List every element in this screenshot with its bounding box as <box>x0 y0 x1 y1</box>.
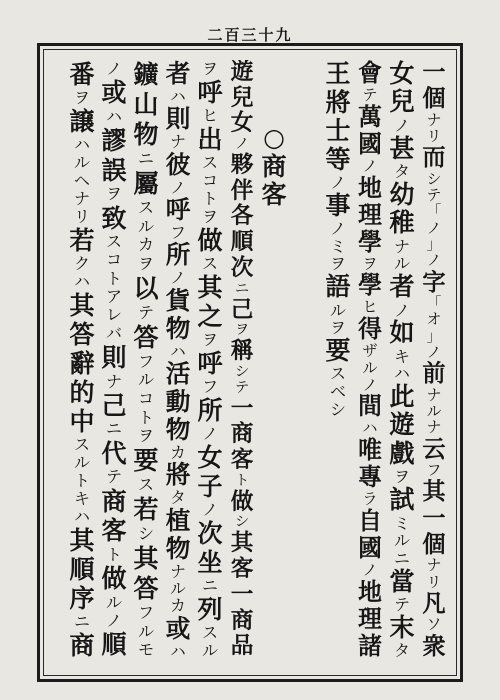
column-glyph: ス <box>201 622 218 642</box>
text-column <box>386 60 418 660</box>
column-glyph: ノ <box>394 300 410 320</box>
column-glyph: 理 <box>358 200 382 229</box>
column-glyph: シ <box>137 523 154 543</box>
column-glyph: 鑛 <box>133 60 159 89</box>
column-glyph: 己 <box>101 390 127 420</box>
column-glyph: ハ <box>394 364 410 384</box>
column-glyph: 次 <box>230 254 254 281</box>
column-glyph: ナ <box>105 371 122 391</box>
column-glyph: 屬 <box>133 169 159 198</box>
column-glyph: ル <box>73 452 90 472</box>
column-glyph: 客 <box>261 180 287 209</box>
column-glyph: 列 <box>197 594 223 624</box>
column-glyph: ニ <box>73 611 90 631</box>
column-glyph: 稱 <box>230 338 254 365</box>
column-glyph: リ <box>426 573 442 591</box>
column-glyph: ミ <box>330 236 346 256</box>
column-glyph: ベ <box>330 382 346 402</box>
column-glyph: ル <box>394 531 410 551</box>
column-glyph: 所 <box>197 395 223 425</box>
column-glyph: 萬 <box>358 102 382 131</box>
column-glyph: フ <box>201 376 218 396</box>
column-glyph: 其 <box>197 272 223 302</box>
column-glyph: ヘ <box>73 170 90 190</box>
column-glyph: テ <box>105 467 122 487</box>
column-glyph: ナ <box>394 236 410 256</box>
column-glyph: ノ <box>426 219 442 237</box>
column-glyph: 語 <box>325 272 351 302</box>
column-glyph: 或 <box>101 78 127 108</box>
column-glyph: ル <box>73 152 90 172</box>
column-glyph: 序 <box>69 583 95 613</box>
section-heading <box>258 60 290 660</box>
column-glyph: 當 <box>389 566 415 596</box>
column-glyph: 王 <box>325 60 351 88</box>
text-column <box>226 60 258 660</box>
column-glyph: 遊 <box>389 410 415 440</box>
column-glyph: 商 <box>69 630 95 660</box>
column-glyph: 坐 <box>197 547 223 577</box>
column-glyph: ハ <box>170 86 186 106</box>
column-glyph: ミ <box>394 513 410 533</box>
column-glyph: 一 <box>422 504 446 532</box>
column-glyph: 唯 <box>358 436 382 465</box>
column-glyph: フ <box>170 222 186 242</box>
column-glyph: 學 <box>358 271 382 300</box>
column-glyph: 物 <box>165 313 191 343</box>
column-glyph: 會 <box>358 60 382 87</box>
column-glyph: 致 <box>101 203 127 233</box>
column-glyph: カ <box>137 235 154 255</box>
column-glyph: シ <box>330 399 346 419</box>
column-glyph: 要 <box>325 335 351 365</box>
column-glyph: 謬 <box>101 126 127 156</box>
text-column <box>162 60 194 660</box>
column-glyph: 者 <box>389 272 415 302</box>
column-glyph: 商 <box>101 486 127 516</box>
column-glyph: 得 <box>358 315 382 344</box>
column-glyph: 其 <box>422 478 446 506</box>
column-glyph: ヲ <box>394 467 410 487</box>
column-glyph: 如 <box>389 318 415 348</box>
column-glyph: 若 <box>69 225 95 255</box>
column-glyph: 末 <box>389 612 415 642</box>
column-glyph: ラ <box>362 490 378 509</box>
column-glyph: ノ <box>234 136 250 153</box>
column-glyph: 女 <box>230 110 254 137</box>
column-glyph: タ <box>170 488 186 508</box>
column-glyph: コ <box>137 389 154 409</box>
column-glyph: ア <box>105 287 122 307</box>
column-glyph: ハ <box>170 341 186 361</box>
column-glyph: 而 <box>422 144 446 172</box>
column-glyph: 之 <box>197 301 223 331</box>
column-glyph: 答 <box>133 322 159 352</box>
column-glyph: 答 <box>69 319 95 349</box>
column-glyph: 其 <box>133 543 159 573</box>
column-glyph: ノ <box>426 252 442 270</box>
column-glyph: ハ <box>73 506 90 526</box>
column-glyph: キ <box>394 346 410 366</box>
column-glyph: 間 <box>358 392 382 421</box>
column-glyph: テ <box>234 379 250 396</box>
column-glyph: ヲ <box>201 60 218 78</box>
column-glyph: 做 <box>197 225 223 255</box>
column-glyph: 番 <box>69 60 95 89</box>
column-glyph: 要 <box>133 446 159 476</box>
column-glyph: ニ <box>234 280 250 297</box>
column-glyph: ナ <box>170 561 186 581</box>
text-column <box>418 60 450 660</box>
column-glyph: 其 <box>69 525 95 555</box>
column-glyph: ス <box>137 475 154 495</box>
column-glyph: 呼 <box>165 194 191 224</box>
column-glyph: 伴 <box>230 177 254 204</box>
column-glyph: ニ <box>394 548 410 568</box>
column-glyph: フ <box>426 461 442 479</box>
column-glyph: ル <box>170 578 186 598</box>
column-glyph: 女 <box>197 442 223 472</box>
column-glyph: ノ <box>201 499 218 519</box>
column-glyph: 辭 <box>69 348 95 378</box>
column-glyph: ノ <box>105 60 122 78</box>
column-glyph: モ <box>137 640 154 660</box>
column-glyph: 「 <box>426 294 442 312</box>
column-glyph: ノ <box>201 423 218 443</box>
column-glyph: 動 <box>165 386 191 416</box>
column-glyph: 物 <box>165 533 191 563</box>
column-glyph: ヲ <box>137 426 154 446</box>
column-glyph: 地 <box>358 577 382 606</box>
column-glyph: ノ <box>362 375 378 394</box>
column-glyph: 云 <box>422 435 446 463</box>
column-glyph: ヒ <box>362 298 378 317</box>
column-glyph: ル <box>362 358 378 377</box>
text-column <box>98 60 130 660</box>
column-glyph: 其 <box>230 530 254 557</box>
column-glyph: 順 <box>101 630 127 660</box>
column-glyph: 順 <box>69 554 95 584</box>
column-glyph: ル <box>201 640 218 660</box>
column-glyph: 所 <box>165 240 191 270</box>
column-glyph: 商 <box>261 151 287 181</box>
column-glyph: カ <box>170 442 186 462</box>
column-glyph: 個 <box>422 530 446 558</box>
column-glyph: フ <box>137 351 154 371</box>
column-glyph: 出 <box>197 124 223 154</box>
column-glyph: ヲ <box>362 254 378 273</box>
column-glyph: 商 <box>230 421 254 448</box>
column-glyph: ニ <box>137 149 154 169</box>
column-glyph: 山 <box>133 90 159 120</box>
column-glyph: ク <box>73 253 90 273</box>
column-glyph: 自 <box>358 506 382 535</box>
column-glyph: ル <box>330 300 346 320</box>
page-number <box>0 24 500 45</box>
column-glyph: ト <box>201 188 218 208</box>
column-glyph: 個 <box>422 85 446 113</box>
column-glyph: ル <box>137 370 154 390</box>
column-glyph: 做 <box>101 563 127 593</box>
column-glyph: 女 <box>389 60 415 88</box>
text-column <box>130 60 162 660</box>
column-glyph: 商 <box>230 607 254 634</box>
column-glyph: 品 <box>230 633 254 660</box>
column-glyph: 順 <box>230 229 254 256</box>
column-glyph: 一 <box>422 60 446 86</box>
page-number-text: 二百三十九 <box>207 26 293 44</box>
column-glyph: 己 <box>230 296 254 323</box>
column-glyph: ハ <box>73 271 90 291</box>
column-glyph: ト <box>105 544 122 564</box>
column-glyph: コ <box>105 250 122 270</box>
column-glyph: 客 <box>230 447 254 474</box>
column-glyph: 此 <box>389 381 415 411</box>
column-glyph: テ <box>137 302 154 322</box>
column-glyph: 幼 <box>389 179 415 209</box>
column-glyph: 諸 <box>358 631 382 660</box>
column-glyph: 植 <box>165 505 191 535</box>
column-glyph: 國 <box>358 533 382 562</box>
column-glyph: ニ <box>201 575 218 595</box>
column-glyph: ナ <box>426 419 442 437</box>
column-glyph: 者 <box>165 60 191 88</box>
column-glyph: レ <box>105 305 122 325</box>
column-glyph: 兒 <box>230 84 254 111</box>
text-column <box>194 60 226 660</box>
column-glyph: 子 <box>197 471 223 501</box>
column-glyph: 各 <box>230 203 254 230</box>
column-glyph: ル <box>394 254 410 274</box>
column-glyph: 兒 <box>389 87 415 117</box>
column-glyph: ナ <box>170 132 186 152</box>
column-glyph: ハ <box>170 641 186 660</box>
text-column <box>354 60 386 660</box>
text-column <box>66 60 98 660</box>
column-glyph: ナ <box>426 557 442 575</box>
column-glyph: 戲 <box>389 438 415 468</box>
column-glyph: ヲ <box>73 88 90 107</box>
column-glyph: 彼 <box>165 149 191 179</box>
column-glyph: 客 <box>101 516 127 546</box>
column-glyph: 代 <box>101 438 127 468</box>
column-glyph: 客 <box>230 556 254 583</box>
column-glyph: 次 <box>197 518 223 548</box>
column-glyph: 其 <box>69 290 95 320</box>
text-column <box>322 60 354 660</box>
column-glyph: キ <box>73 488 90 508</box>
column-glyph: 則 <box>165 104 191 134</box>
column-glyph: シ <box>234 514 250 531</box>
column-glyph: テ <box>394 595 410 615</box>
column-glyph: フ <box>137 602 154 622</box>
column-glyph: ト <box>73 470 90 490</box>
column-glyph: 前 <box>422 360 446 388</box>
column-glyph: ス <box>137 198 154 218</box>
column-glyph: 誤 <box>101 155 127 185</box>
column-glyph: タ <box>394 162 410 182</box>
column-glyph: 試 <box>389 485 415 515</box>
column-glyph: ナ <box>426 386 442 404</box>
column-glyph: ヲ <box>105 184 122 204</box>
column-glyph: 士 <box>325 116 351 145</box>
column-glyph: ニ <box>105 419 122 439</box>
column-glyph: ト <box>105 268 122 288</box>
column-glyph: ノ <box>362 560 378 579</box>
column-glyph: 遊 <box>230 60 254 85</box>
column-glyph: ノ <box>170 268 186 288</box>
column-glyph: カ <box>170 596 186 616</box>
column-glyph: 將 <box>165 460 191 490</box>
column-glyph: ノ <box>330 173 346 192</box>
column-glyph: 做 <box>230 488 254 515</box>
column-glyph: 呼 <box>197 77 223 107</box>
column-glyph: 物 <box>133 120 159 150</box>
column-glyph: 一 <box>230 581 254 608</box>
column-glyph: ト <box>234 472 250 489</box>
column-glyph: テ <box>426 186 442 204</box>
column-glyph: リ <box>73 206 90 226</box>
column-glyph: コ <box>201 170 218 190</box>
column-glyph: ル <box>426 402 442 420</box>
column-glyph: ス <box>105 232 122 252</box>
column-glyph: 專 <box>358 463 382 492</box>
column-glyph: 呼 <box>197 348 223 378</box>
column-glyph: 「 <box>426 203 442 221</box>
vertical-text-block <box>66 60 450 660</box>
column-glyph: 物 <box>165 414 191 444</box>
column-glyph: 貨 <box>165 285 191 315</box>
column-glyph: ソ <box>426 616 442 634</box>
column-glyph: ヒ <box>201 105 218 125</box>
column-glyph: 將 <box>325 87 351 117</box>
column-glyph: 等 <box>325 144 351 174</box>
column-glyph: ハ <box>105 106 122 126</box>
column-glyph: 」 <box>426 327 442 345</box>
column-glyph: 一 <box>230 395 254 422</box>
column-glyph: 字 <box>422 268 446 296</box>
column-glyph: ル <box>105 592 122 612</box>
column-glyph: 或 <box>165 613 191 643</box>
column-glyph: ノ <box>362 156 378 175</box>
column-glyph: ノ <box>426 343 442 361</box>
column-glyph: シ <box>426 170 442 188</box>
column-glyph: ハ <box>362 419 378 438</box>
column-glyph: ノ <box>330 219 346 239</box>
column-glyph: ヲ <box>234 322 250 339</box>
column-glyph: ヲ <box>201 206 218 226</box>
column-glyph: ス <box>201 253 218 273</box>
column-glyph: 以 <box>133 273 159 303</box>
column-glyph: 中 <box>69 406 95 436</box>
column-glyph: オ <box>426 311 442 329</box>
column-glyph: ス <box>330 364 346 384</box>
column-glyph: 地 <box>358 173 382 202</box>
column-glyph: ス <box>201 152 218 172</box>
column-glyph: ル <box>137 621 154 641</box>
column-glyph: 譲 <box>69 106 95 136</box>
column-glyph: ル <box>137 216 154 236</box>
column-glyph: ナ <box>426 111 442 129</box>
column-glyph: 理 <box>358 604 382 633</box>
column-glyph: シ <box>234 363 250 380</box>
column-glyph: 國 <box>358 129 382 158</box>
column-glyph: リ <box>426 127 442 145</box>
column-glyph: 若 <box>133 494 159 524</box>
column-glyph: ス <box>73 434 90 454</box>
column-glyph: ノ <box>105 610 122 630</box>
column-glyph: ナ <box>73 188 90 208</box>
column-glyph: ハ <box>73 134 90 154</box>
column-glyph: 凡 <box>422 589 446 617</box>
column-glyph: 學 <box>358 227 382 256</box>
column-glyph: 甚 <box>389 133 415 163</box>
column-glyph: ノ <box>170 177 186 197</box>
column-glyph: 答 <box>133 573 159 603</box>
column-glyph: ○ <box>263 123 285 152</box>
column-glyph: ト <box>137 407 154 427</box>
column-glyph: 事 <box>325 190 351 220</box>
column-glyph: 衆 <box>422 632 446 660</box>
column-glyph: 活 <box>165 358 191 388</box>
column-glyph: バ <box>105 323 122 343</box>
column-glyph: ザ <box>362 342 378 361</box>
column-glyph: 」 <box>426 235 442 253</box>
column-glyph: 稚 <box>389 208 415 238</box>
column-glyph: 則 <box>101 343 127 372</box>
column-glyph: ヲ <box>330 318 346 338</box>
column-glyph: 夥 <box>230 152 254 179</box>
column-glyph: ヲ <box>330 254 346 274</box>
column-glyph: ノ <box>394 115 410 135</box>
column-glyph: テ <box>362 86 378 105</box>
column-glyph: ヲ <box>201 329 218 349</box>
column-glyph: タ <box>394 641 410 660</box>
column-glyph: 的 <box>69 377 95 407</box>
column-glyph: ヲ <box>137 254 154 274</box>
column-gap <box>290 60 322 660</box>
